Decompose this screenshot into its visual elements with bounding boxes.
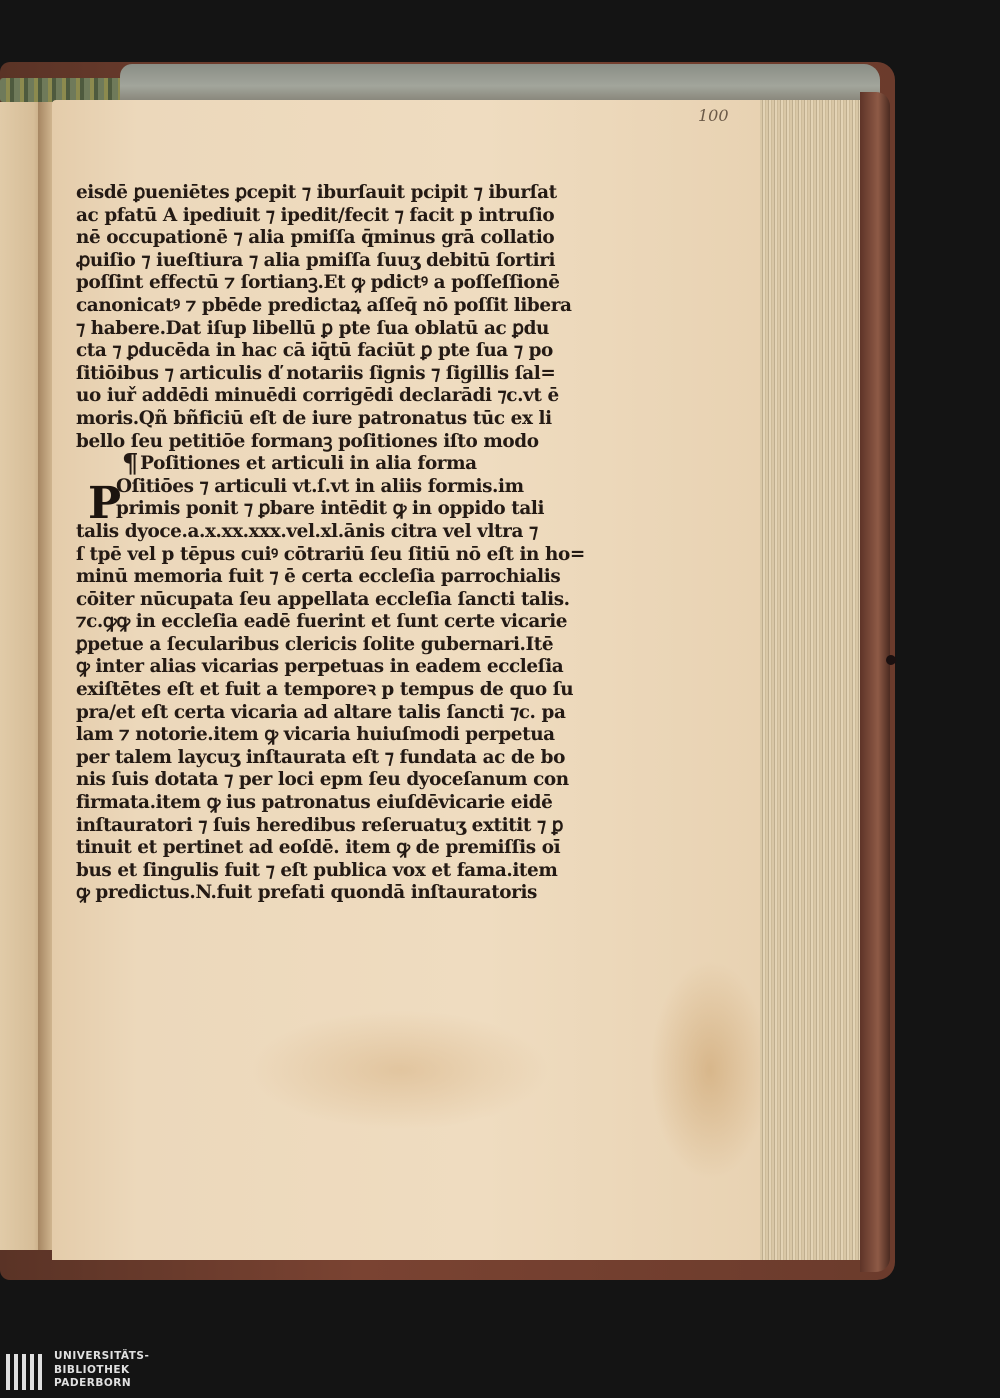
text-line: cta ⁊ ꝑducēda in hac cā iq̄tū faciūt ꝑ pte ſua ⁊ po [76,340,553,362]
water-stain [650,960,770,1180]
text-line: ac pfatū A ipediuit ⁊ ipedit/fecit ⁊ facit p intruſio [76,204,555,226]
logo-line: PADERBORN [54,1377,132,1389]
initial-line: primis ponit ⁊ ꝑbare intēdit ꝙ in oppido tali [116,498,545,520]
cover-edge [860,92,890,1272]
pilcrow-mark: ¶ [122,449,139,480]
text-line: exiſtētes eſt et fuit a temporeꝛ p tempus de quo ſu [76,679,574,701]
fore-edge [760,100,872,1260]
water-stain-lower [250,1010,550,1130]
text-line: ⁊c.ꝙꝙ in eccleſia eadē fuerint et ſunt certe vicarie [76,611,568,633]
text-line: pra/et eſt certa vicaria ad altare talis ſancti ⁊c. pa [76,701,566,723]
text-line: ſitiōibus ⁊ articulis ď notariis ſignis ⁊ ſigillis ſal= [76,362,556,384]
text-line: tinuit et pertinet ad eoſdē. item ꝙ de premiſſis oī [76,837,561,859]
text-block [76,182,608,905]
text-line: eisdē ꝑueniētes ꝑcepit ⁊ iburſauit pcipit ⁊ iburſat [76,182,557,203]
text-line: ꝓuiſio ⁊ iueſtiura ⁊ alia pmiſſa ſuuʒ debitū ſortiri [76,249,556,271]
text-line: minū memoria fuit ⁊ ē certa eccleſia parrochialis [76,566,561,588]
text-line: bello ſeu petitiōe formanꝫ poſitiones iſto modo [76,430,539,452]
text-line: nē occupationē ⁊ alia pmiſſa q̄minus grā collatio [76,227,555,249]
text-line: nis ſuis dotata ⁊ per loci epm ſeu dyoceſanum con [76,769,569,791]
text-line: inſtauratori ⁊ ſuis heredibus reſeruatuʒ extitit ⁊ ꝑ [76,814,563,836]
text-line: ꝙ predictus.N.fuit prefati quondā inſtauratoris [76,882,537,904]
logo-line: BIBLIOTHEK [54,1363,130,1376]
text-line: talis dyoce.a.x.xx.xxx.vel.xl.ānis citra vel vltra ⁊ [76,520,538,542]
initial-letter: P [88,477,121,529]
text-line: uo iuř addēdi minuēdi corrigēdi declarādi ⁊c.vt ē [76,385,559,407]
text-line: canonicatꝰ ⁊ pbēde predictaꝝ aſſeq̄ nō poſſit libera [76,294,572,316]
logo-line: UNIVERSITÄTS- [54,1350,150,1362]
text-line: poſſint effectū ⁊ ſortianꝫ.Et ꝙ pdictꝰ a poſſeſſionē [76,272,560,294]
text-line: ꝑpetue a ſecularibus clericis ſolite gubernari.Itē [76,633,554,655]
folio-number: 100 [698,106,729,125]
initial-line-text: Oſitiōes ⁊ articuli vt.ſ.vt in aliis formis.im [116,475,524,497]
text-line: firmata.item ꝙ ius patronatus eiuſdēvicarie eidē [76,792,553,814]
text-line: ſ tpē vel p tēpus cuiꝰ cōtrariū ſeu ſitiū nō eſt in ho= [76,543,585,565]
footer-bar [0,1346,1000,1398]
text-line: per talem laycuʒ inſtaurata eſt ⁊ fundata ac de bo [76,746,565,768]
text-line: ⁊ habere.Dat iſup libellū ꝑ pte ſua oblatū ac ꝑdu [76,317,550,339]
text-line: cōiter nūcupata ſeu appellata eccleſia ſancti talis. [76,588,570,610]
library-logo-icon [4,1350,48,1394]
library-logo-text [54,1350,149,1391]
section-heading-text: Poſitiones et articuli in alia forma [140,453,477,475]
text-line: lam ⁊ notorie.item ꝙ vicaria huiuſmodi perpetua [76,724,555,746]
text-line: bus et ſingulis fuit ⁊ eſt publica vox et fama.item [76,859,558,881]
clasp-hole [886,655,896,665]
text-line: moris.Qñ bñficiū eſt de iure patronatus tūc ex li [76,407,552,429]
text-line: ꝙ inter alias vicarias perpetuas in eadem eccleſia [76,656,564,678]
section-heading [76,449,608,480]
